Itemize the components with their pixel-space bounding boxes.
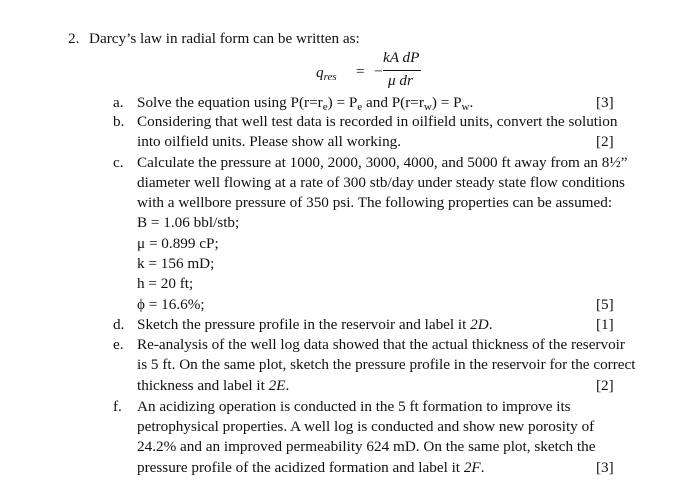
property-phi: ϕ = 16.6%; xyxy=(137,296,205,313)
part-f-letter: f. xyxy=(113,398,122,415)
part-c-line-1: Calculate the pressure at 1000, 2000, 3000, 4000, and 5000 ft away from an 8½” xyxy=(137,154,628,171)
part-f-line-2: petrophysical properties. A well log is conducted and show new porosity of xyxy=(137,418,595,435)
property-mu: μ = 0.899 cP; xyxy=(137,235,219,252)
part-d-text: Sketch the pressure profile in the reservoir and label it 2D. xyxy=(137,316,493,333)
part-b-marks: [2] xyxy=(596,133,614,150)
part-c-marks: [5] xyxy=(596,296,614,313)
part-c-line-2: diameter well flowing at a rate of 300 stb/day under steady state flow conditions xyxy=(137,174,625,191)
property-k: k = 156 mD; xyxy=(137,255,215,272)
question-number: 2. xyxy=(68,30,80,47)
equation-minus: − xyxy=(374,63,383,80)
part-b-line-1: Considering that well test data is recorded in oilfield units, convert the solution xyxy=(137,113,618,130)
part-c-letter: c. xyxy=(113,154,124,171)
part-e-line-1: Re-analysis of the well log data showed that the actual thickness of the reservoir xyxy=(137,336,625,353)
part-c-line-3: with a wellbore pressure of 350 psi. The following properties can be assumed: xyxy=(137,194,613,211)
property-b: B = 1.06 bbl/stb; xyxy=(137,214,240,231)
part-d-letter: d. xyxy=(113,316,125,333)
part-b-letter: b. xyxy=(113,113,125,130)
part-e-line-3: thickness and label it 2E. xyxy=(137,377,290,394)
part-a-text: Solve the equation using $P(r=r_e) = P_e$ and $P(r=r_w) = P_w$. xyxy=(137,94,474,113)
part-e-line-2: is 5 ft. On the same plot, sketch the pressure profile in the reservoir for the correct xyxy=(137,356,636,373)
part-f-line-1: An acidizing operation is conducted in the 5 ft formation to improve its xyxy=(137,398,571,415)
property-h: h = 20 ft; xyxy=(137,275,194,292)
equation-fraction-bar xyxy=(383,70,421,71)
part-f-line-3: 24.2% and an improved permeability 624 mD. On the same plot, sketch the xyxy=(137,438,596,455)
equation-denominator: μ dr xyxy=(388,72,413,89)
part-a-marks: [3] xyxy=(596,94,614,111)
question-intro: Darcy’s law in radial form can be written as: xyxy=(89,30,360,47)
part-f-marks: [3] xyxy=(596,459,614,476)
part-e-letter: e. xyxy=(113,336,124,353)
part-b-line-2: into oilfield units. Please show all working. xyxy=(137,133,402,150)
part-a-letter: a. xyxy=(113,94,124,111)
equation-numerator: kA dP xyxy=(383,49,420,66)
label-2f: 2F xyxy=(463,459,481,476)
label-2e: 2E xyxy=(268,377,286,394)
label-2d: 2D xyxy=(470,316,489,333)
part-f-line-4: pressure profile of the acidized formation and label it 2F. xyxy=(137,459,485,476)
equation-lhs: $q_{res}$ xyxy=(316,64,337,83)
part-d-marks: [1] xyxy=(596,316,614,333)
part-e-marks: [2] xyxy=(596,377,614,394)
equation-equals: = xyxy=(356,63,365,80)
